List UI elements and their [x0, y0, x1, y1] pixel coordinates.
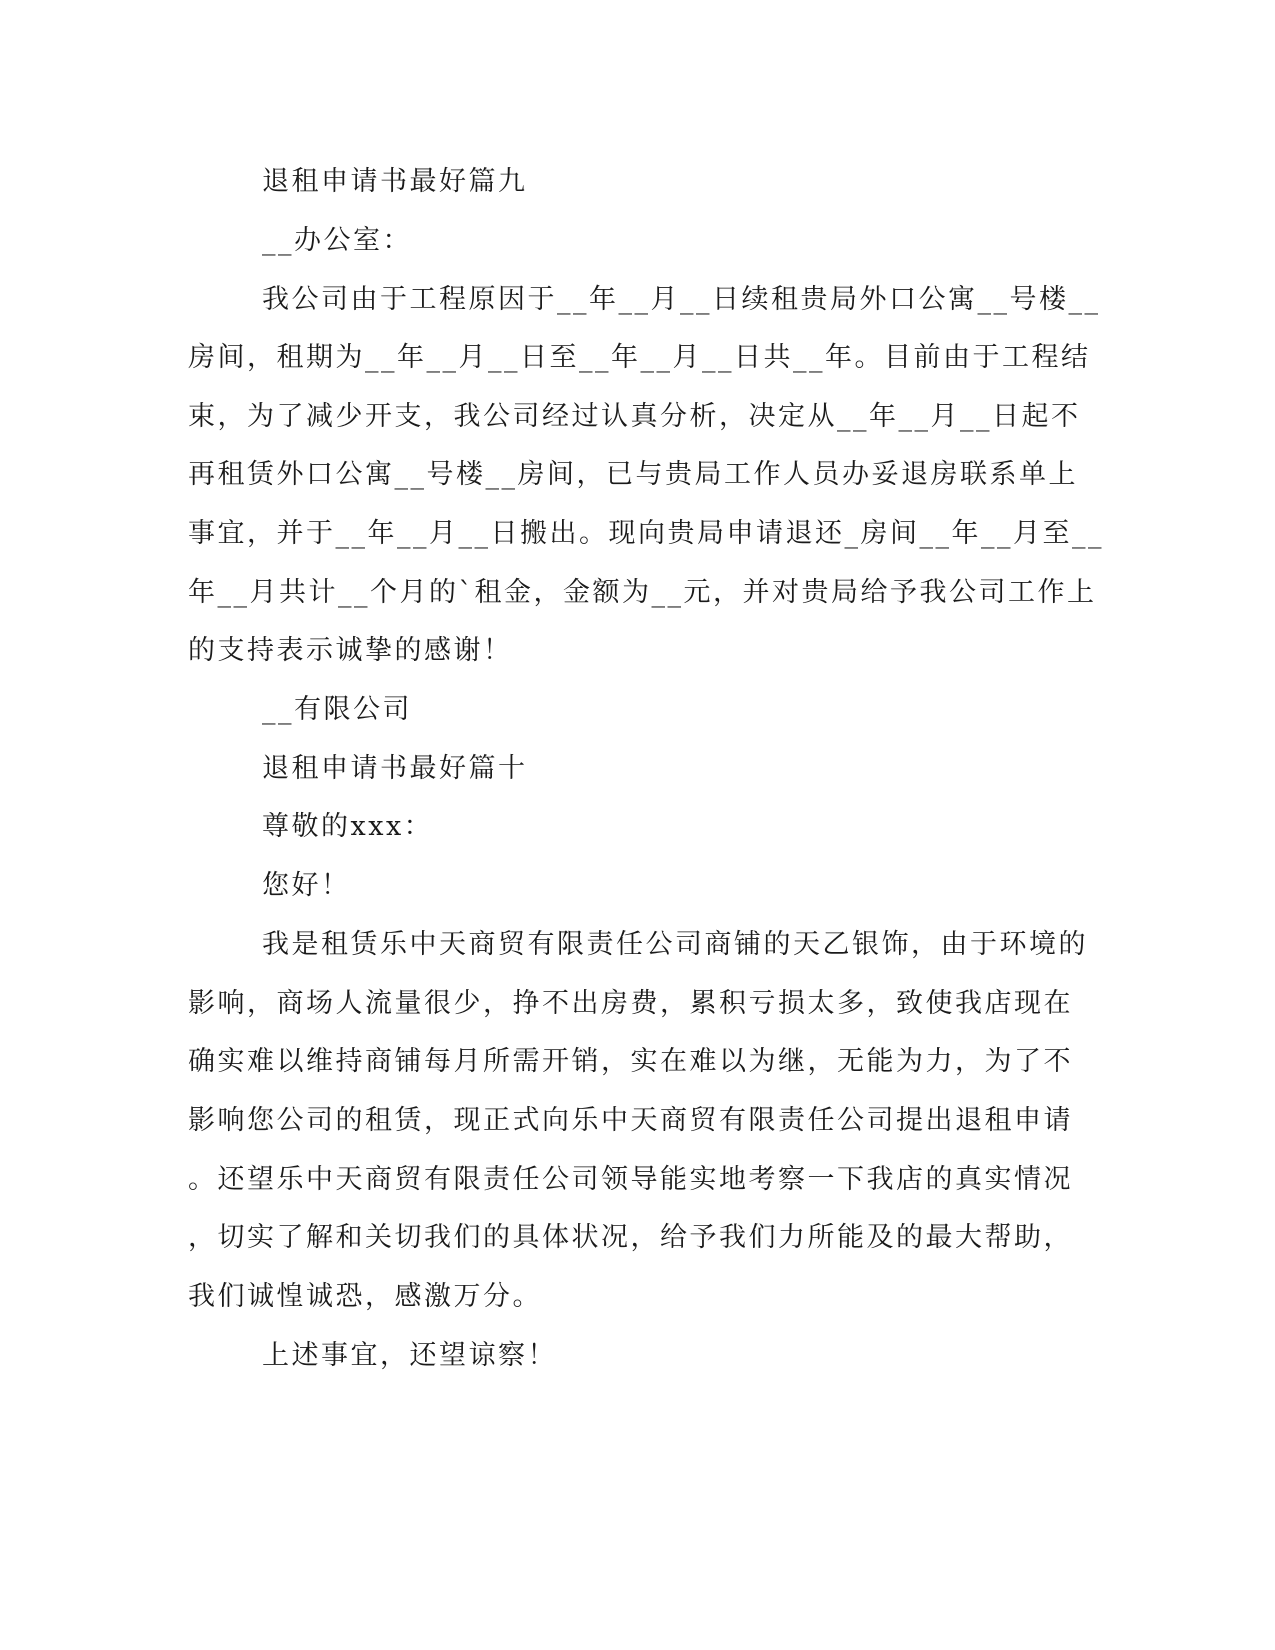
closing-line: 上述事宜，还望谅察！ [262, 1340, 557, 1371]
paragraph-line: 束，为了减少开支，我公司经过认真分析，决定从__年__月__日起不 [188, 401, 1081, 432]
paragraph-line: 影响您公司的租赁，现正式向乐中天商贸有限责任公司提出退租申请 [188, 1105, 1073, 1136]
paragraph-line: 我们诚惶诚恐，感激万分。 [188, 1281, 542, 1312]
addressee: 尊敬的xxx： [262, 811, 434, 842]
paragraph-line: 影响，商场人流量很少，挣不出房费，累积亏损太多，致使我店现在 [188, 988, 1073, 1019]
signature: __有限公司 [262, 694, 412, 725]
paragraph-line: 房间，租期为__年__月__日至__年__月__日共__年。目前由于工程结 [188, 342, 1091, 373]
paragraph-line: 年__月共计__个月的`租金，金额为__元，并对贵局给予我公司工作上 [188, 577, 1097, 608]
paragraph-line: 再租赁外口公寓__号楼__房间，已与贵局工作人员办妥退房联系单上 [188, 459, 1078, 490]
paragraph-line: ，切实了解和关切我们的具体状况，给予我们力所能及的最大帮助， [188, 1222, 1073, 1253]
addressee: __办公室： [262, 225, 412, 256]
paragraph-line: 事宜，并于__年__月__日搬出。现向贵局申请退还_房间__年__月至__ [188, 518, 1104, 549]
paragraph-line: 的支持表示诚挚的感谢！ [188, 635, 513, 666]
section-heading: 退租申请书最好篇十 [262, 753, 528, 784]
section-heading: 退租申请书最好篇九 [262, 166, 528, 197]
greeting: 您好！ [262, 870, 351, 901]
paragraph-line: 。还望乐中天商贸有限责任公司领导能实地考察一下我店的真实情况 [188, 1164, 1073, 1195]
paragraph-line: 我公司由于工程原因于__年__月__日续租贵局外口公寓__号楼__ [262, 284, 1101, 315]
paragraph-line: 我是租赁乐中天商贸有限责任公司商铺的天乙银饰，由于环境的 [262, 929, 1088, 960]
paragraph-line: 确实难以维持商铺每月所需开销，实在难以为继，无能为力，为了不 [188, 1046, 1073, 1077]
